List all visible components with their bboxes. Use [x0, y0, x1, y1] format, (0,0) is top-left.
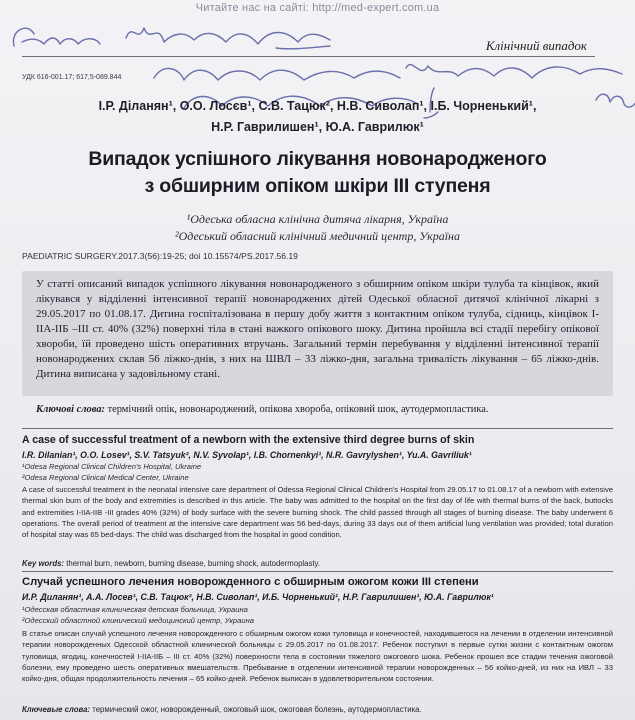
authors-ua [20, 96, 615, 138]
keywords-ua-label: Ключові слова: [36, 404, 105, 415]
keywords-ua-text: термічний опік, новонароджений, опікова хвороба, опіковий шок, аутодермопластика. [104, 404, 489, 415]
keywords-ru-text: термический ожог, новорожденный, ожоговый шок, ожоговая болезнь, аутодермопластика. [90, 705, 422, 714]
authors-ua-line: І.Р. Діланян¹, О.О. Лосєв¹, С.В. Тацюк², Н.В. Сиволап¹, І.Б. Чорненький¹, [98, 99, 537, 113]
article-title-ua [20, 146, 615, 200]
affiliations-ua [20, 211, 615, 245]
header-divider [22, 56, 595, 57]
keywords-ru [22, 705, 613, 714]
affiliation-ua: ¹Одеська обласна клінічна дитяча лікарня, Україна [186, 212, 449, 226]
keywords-en-label: Key words: [22, 559, 65, 568]
authors-ru: И.Р. Диланян¹, А.А. Лосев¹, С.В. Тацюк², Н.В. Сиволап¹, И.Б. Чорненький¹, Н.Р. Гаврилишен¹, Ю.А. Гаврилюк¹ [22, 592, 494, 602]
title-ua-line: з обширним опіком шкіри III ступеня [144, 175, 491, 197]
affiliation-en: ¹Odesa Regional Clinical Children's Hospital, Ukraine [22, 462, 202, 471]
affiliation-ru: ²Одесский областной клинический медицинский центр, Украина [22, 615, 254, 625]
affiliation-ru: ¹Одесская областная клиническая детская больница, Украина [22, 605, 248, 614]
abstract-box-ua [22, 271, 613, 396]
abstract-en: A case of successful treatment in the neonatal intensive care department of Odessa Regional Clinical Children's Hospital from 29.05.17 to 01.08.17 of a newborn with extensive thermal skin burn of the body and extremities is described in this article. The baby was admitted to the hospital on the first day of life with thermal burns of the back, buttocks and extremities I-IIA-IIB -III grades 40% (32%) of body surface with the severe burning shock. The child passed through all stages of burning disease. The baby underwent 6 operations. The overall period of treatment at the intensive care department was 56 bed-days, during 33 days out of them artificial lung ventilation was provided; total duration of hospital stay was 65 bed-days. The child was discharged from the hospital in good condition. [22, 485, 613, 540]
udc-code: УДК 616-001.17; 617,5-089.844 [22, 74, 122, 81]
article-title-ru: Случай успешного лечения новорожденного с обширным ожогом кожи III степени [22, 576, 479, 588]
section-divider [22, 428, 613, 429]
affiliations-ru [22, 605, 613, 626]
keywords-ua [36, 404, 613, 415]
keywords-en-text: thermal burn, newborn, burning disease, burning shock, autodermoplasty. [64, 559, 321, 568]
website-watermark: Читайте нас на сайті: http://med-expert.com.ua [195, 2, 440, 14]
abstract-ua: У статті описаний випадок успішного лікування новонародженого з обширним опіком шкіри тулуба та кінцівок, який лікувався у відділенні інтенсивної терапії новонароджених дітей Одеської обласної дитячої клінічної лікарні з 29.05.2017 по 01.08.17. Дитина госпіталізована в першу добу життя з контактним опіком тулуба, сідниць, кінцівок I-IIA-IIБ –III ст. 40% (32%) поверхні тіла в стані важкого опікового шоку. Дитина пройшла всі стадії перебігу опікової хвороби, їй проведено шість оперативних втручань. Загальний термін перебування у відділенні інтенсивної терапії новонароджених склав 56 ліжко-днів, з них на ШВЛ – 33 ліжко-дня, загальна тривалість лікування – 65 ліжко-днів. Дитина виписана у задовільному стані. [36, 278, 599, 380]
keywords-en [22, 559, 613, 568]
title-ua-line: Випадок успішного лікування новонародженого [88, 148, 547, 170]
abstract-ru: В статье описан случай успешного лечения новорожденного с обширным ожогом кожи туловища и конечностей, находившегося на лечении в отделении интенсивной терапии новорожденных Одесской областной клинической больницы с 29.05.2017 по 01.08.2017. Ребенок поступил в первые сутки жизни с контактным ожогом туловища, ягодиц, конечностей I-IIA-IIБ – III ст. 40% (32%) поверхности тела в состоянии тяжелого ожогового шока. Ребенок прошел все стадии течения ожоговой болезни, ему проведено шесть оперативных вмешательств. Пребывание в отделении интенсивной терапии новорожденных – 56 койко-дней, из них на ИВЛ – 33 койко-дня, общая продолжительность лечения – 65 койко-дней. Ребенок выписан в удовлетворительном состоянии. [22, 629, 613, 684]
affiliations-en [22, 462, 613, 483]
section-label: Клінічний випадок [485, 38, 587, 53]
citation: PAEDIATRIC SURGERY.2017.3(56):19-25; doi 10.15574/PS.2017.56.19 [22, 251, 298, 261]
affiliation-en: ²Odesa Regional Clinical Medical Center, Ukraine [22, 472, 189, 482]
section-divider [22, 571, 613, 572]
article-title-en: A case of successful treatment of a newborn with the extensive third degree burns of skin [22, 434, 475, 446]
authors-ua-line: Н.Р. Гаврилишен¹, Ю.А. Гаврилюк¹ [211, 120, 424, 134]
keywords-ru-label: Ключевые слова: [22, 705, 91, 714]
authors-en: I.R. Dilanian¹, O.O. Losev¹, S.V. Tatsyuk², N.V. Syvolap¹, I.B. Chornenkyi¹, N.R. Gavrylyshen¹, Yu.A. Gavriliuk¹ [22, 450, 472, 460]
affiliation-ua: ²Одеський обласний клінічний медичний центр, Україна [174, 229, 461, 243]
